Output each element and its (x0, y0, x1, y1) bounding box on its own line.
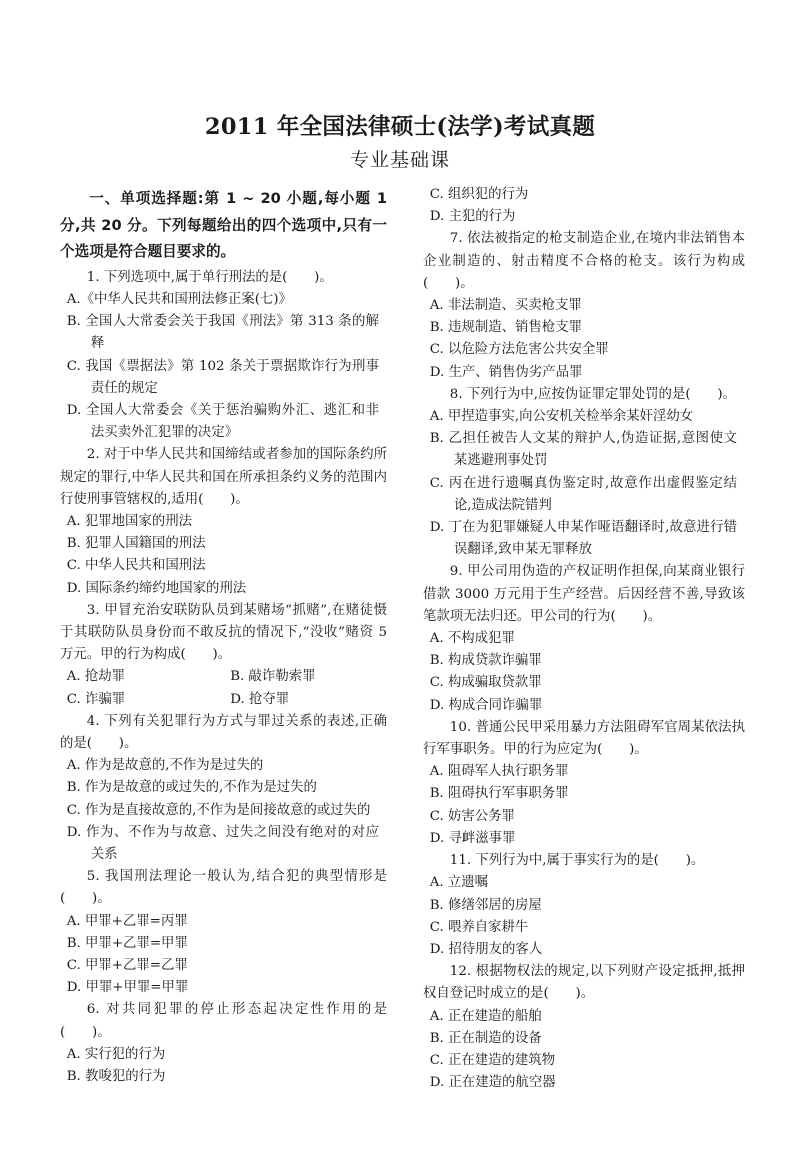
question-5 (60, 866, 387, 999)
option-d: D. 抢夺罪 (230, 691, 290, 707)
option-c: C. 以危险方法危害公共安全罪 (429, 342, 609, 358)
option-a: A. 甲捏造事实,向公安机关检举余某奸淫幼女 (429, 409, 694, 425)
option-c: C. 诈骗罪 (66, 691, 126, 707)
question-11 (423, 850, 745, 961)
option-d: D. 全国人大常委会《关于惩治骗购外汇、逃汇和非法买卖外汇犯罪的决定》 (66, 403, 379, 441)
option-a: A. 犯罪地国家的刑法 (66, 514, 193, 530)
option-c: C. 正在建造的建筑物 (429, 1052, 556, 1068)
option-b: B. 乙担任被告人文某的辩护人,伪造证据,意图使文某逃避刑事处罚 (429, 431, 737, 469)
option-c: C. 我国《票据法》第 102 条关于票据欺诈行为刑事责任的规定 (66, 358, 379, 396)
option-c: C. 丙在进行遗嘱真伪鉴定时,故意作出虚假鉴定结论,造成法院错判 (429, 475, 737, 513)
question-stem: 4. 下列有关犯罪行为方式与罪过关系的表述,正确的是( )。 (60, 713, 387, 752)
question-stem: 7. 依法被指定的枪支制造企业,在境内非法销售本企业制造的、射击精度不合格的枪支。该行为构成( )。 (423, 231, 745, 291)
question-1 (60, 267, 387, 445)
option-row (60, 689, 387, 711)
option-a: A.《中华人民共和国刑法修正案(七)》 (66, 291, 292, 307)
question-stem: 2. 对于中华人民共和国缔结或者参加的国际条约所规定的罪行,中华人民共和国在所承担条约义务的范围内行使刑事管辖权的,适用( )。 (60, 447, 387, 507)
right-column (423, 184, 745, 1094)
question-9 (423, 561, 745, 716)
option-d: D. 构成合同诈骗罪 (429, 697, 543, 713)
question-stem: 6. 对共同犯罪的停止形态起决定性作用的是( )。 (60, 1002, 387, 1040)
option-b: B. 正在制造的设备 (429, 1030, 542, 1046)
option-b: B. 犯罪人国籍国的刑法 (66, 536, 206, 552)
question-2 (60, 444, 387, 599)
question-6-continued (423, 184, 745, 228)
question-stem: 3. 甲冒充治安联防队员到某赌场“抓赌”,在赌徒慑于其联防队员身份而不敢反抗的情况下,“没收”赌资 5 万元。甲的行为构成( )。 (60, 602, 387, 663)
page-title: 2011 年全国法律硕士(法学)考试真题 (204, 114, 596, 140)
question-10 (423, 717, 745, 850)
question-3 (60, 600, 387, 711)
option-c: C. 甲罪+乙罪=乙罪 (66, 958, 188, 974)
option-b: B. 甲罪+乙罪=甲罪 (66, 935, 188, 951)
option-b: B. 教唆犯的行为 (66, 1069, 166, 1085)
option-d: D. 生产、销售伪劣产品罪 (429, 364, 583, 380)
option-b: B. 全国人大常委会关于我国《刑法》第 313 条的解释 (66, 314, 379, 352)
option-c: C. 喂养自家耕牛 (429, 919, 529, 935)
question-stem: 10. 普通公民甲采用暴力方法阻碍军官周某依法执行军事职务。甲的行为应定为( )。 (423, 719, 745, 758)
option-a: A. 作为是故意的,不作为是过失的 (66, 758, 264, 774)
option-b: B. 阻碍执行军事职务罪 (429, 786, 569, 802)
option-d: D. 甲罪+甲罪=甲罪 (66, 980, 189, 996)
option-b: B. 修缮邻居的房屋 (429, 897, 542, 913)
option-d: D. 国际条约缔约地国家的刑法 (66, 580, 247, 596)
option-d: D. 丁在为犯罪嫌疑人申某作哑语翻译时,故意进行错误翻译,致申某无罪释放 (429, 520, 737, 558)
question-6 (60, 999, 387, 1088)
question-stem: 9. 甲公司用伪造的产权证明作担保,向某商业银行借款 3000 万元用于生产经营。后因经营不善,导致该笔款项无法归还。甲公司的行为( )。 (423, 564, 745, 624)
option-d: D. 寻衅滋事罪 (429, 830, 516, 846)
option-d: D. 作为、不作为与故意、过失之间没有绝对的对应关系 (66, 824, 379, 863)
option-a: A. 立遗嘱 (429, 875, 489, 891)
option-b: B. 违规制造、销售枪支罪 (429, 320, 582, 336)
left-column (60, 186, 387, 1088)
option-b: B. 作为是故意的或过失的,不作为是过失的 (66, 780, 317, 796)
question-stem: 11. 下列行为中,属于事实行为的是( )。 (449, 853, 705, 869)
question-stem: 1. 下列选项中,属于单行刑法的是( )。 (86, 269, 333, 285)
question-stem: 12. 根据物权法的规定,以下列财产设定抵押,抵押权自登记时成立的是( )。 (423, 964, 745, 1002)
option-b: B. 构成贷款诈骗罪 (429, 653, 542, 669)
option-row (60, 666, 387, 688)
option-d: D. 招待朋友的客人 (429, 941, 543, 957)
option-a: A. 阻碍军人执行职务罪 (429, 764, 569, 780)
section-header: 一、单项选择题:第 1 ~ 20 小题,每小题 1 分,共 20 分。下列每题给出的四个选项中,只有一个选项是符合题目要求的。 (60, 190, 387, 261)
option-a: A. 甲罪+乙罪=丙罪 (66, 913, 188, 929)
question-stem: 5. 我国刑法理论一般认为,结合犯的典型情形是( )。 (60, 869, 387, 907)
option-a: A. 实行犯的行为 (66, 1046, 166, 1062)
question-7 (423, 228, 745, 383)
question-stem: 8. 下列行为中,应按伪证罪定罪处罚的是( )。 (449, 386, 736, 402)
option-d: D. 正在建造的航空器 (429, 1075, 556, 1091)
option-a: A. 不构成犯罪 (429, 631, 515, 647)
option-c: C. 妨害公务罪 (429, 808, 515, 824)
option-a: A. 抢劫罪 (66, 669, 126, 685)
option-c: C. 组织犯的行为 (429, 187, 529, 202)
question-4 (60, 711, 387, 866)
question-12 (423, 961, 745, 1094)
option-d: D. 主犯的行为 (429, 209, 516, 225)
option-c: C. 作为是直接故意的,不作为是间接故意的或过失的 (66, 802, 371, 818)
option-a: A. 正在建造的船舶 (429, 1008, 542, 1024)
page-subtitle: 专业基础课 (349, 149, 450, 171)
option-a: A. 非法制造、买卖枪支罪 (429, 298, 582, 314)
option-c: C. 构成骗取贷款罪 (429, 675, 542, 691)
option-c: C. 中华人民共和国刑法 (66, 558, 206, 574)
option-b: B. 敲诈勒索罪 (230, 669, 316, 685)
question-8 (423, 384, 745, 562)
